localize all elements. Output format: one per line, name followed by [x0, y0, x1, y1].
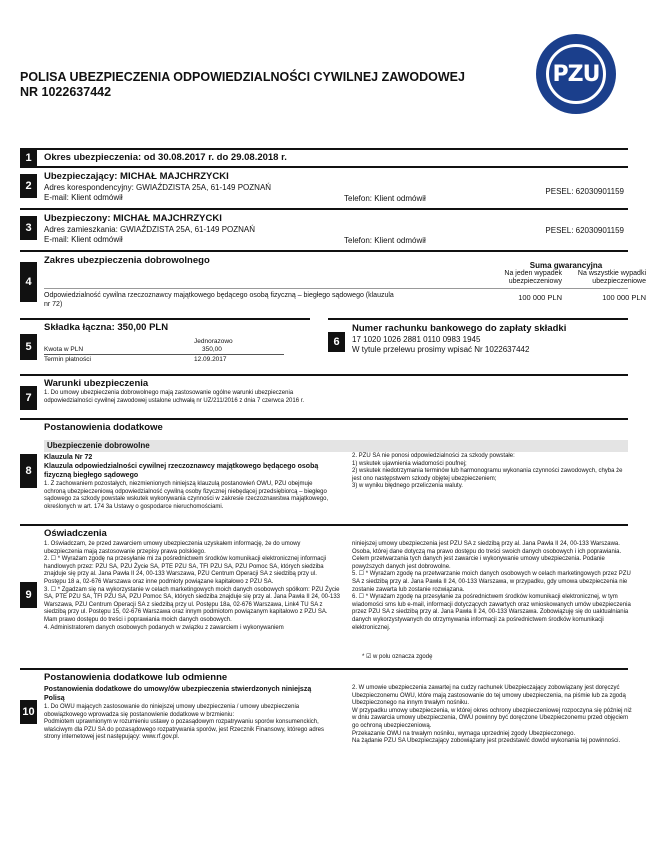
section-1 [20, 148, 628, 166]
pzu-logo-text: PZU [546, 44, 606, 104]
section-9-statements [20, 524, 631, 668]
different-provisions-subheading: Postanowienia dodatkowe do umowy/ów ubezpieczenia stwierdzonych niniejszą Polisą [44, 686, 312, 702]
conditions-heading: Warunki ubezpieczenia [44, 378, 149, 389]
voluntary-insurance-subheading: Ubezpieczenie dobrowolne [44, 440, 628, 452]
consent-footnote: * ☑ w polu oznacza zgodę [362, 654, 433, 660]
clause-number: Klauzula Nr 72 [44, 454, 93, 461]
additional-provisions-heading: Postanowienia dodatkowe [44, 422, 163, 433]
different-provisions-right-text: 2. W umowie ubezpieczenia zawartej na cudzy rachunek Ubezpieczający zobowiązany jest doręczyć Ubezpieczonemu OWU, które mają zastosowanie do tej umowy ubezpieczenia, na piśmie lub za zgodą Ubezpieczonego na innym trwałym nośniku. W przypadku umowy ubezpieczenia, w której okres ochrony ubezpieczeniowej rozpoczyna się później niż w dniu zawarcia umowy ubezpieczenia, OWU powinny być doręczone Ubezpieczonemu przed objęciem go ochroną ubezpieczeniową. Przekazanie OWU na trwałym nośniku, wymaga uprzedniej zgody Ubezpieczonego. Na żądanie PZU SA Ubezpieczający zobowiązany jest przedstawić dowód wykonania tej powinności. [352, 685, 632, 745]
due-date-value: 12.09.2017 [194, 356, 227, 363]
different-provisions-heading: Postanowienia dodatkowe lub odmienne [44, 672, 228, 683]
pzu-logo [536, 34, 616, 114]
section-number: 9 [20, 582, 37, 608]
section-5-premium [20, 318, 310, 372]
clause-right-text: 2. PZU SA nie ponosi odpowiedzialności za szkody powstałe: 1) wskutek ujawnienia wiadomości poufnej; 2) wskutek niedotrzymania terminów lub harmonogramu wykonania czynności zawodowych, chyba że jest ono następstwem szkody objętej ubezpieczeniem; 3) w wyniku błędnego przeliczenia waluty. [352, 453, 623, 490]
section-number: 7 [20, 386, 37, 410]
insured-phone: Telefon: Klient odmówił [344, 236, 426, 245]
section-6-bank-account [328, 318, 628, 372]
amount-label: Kwota w PLN [44, 346, 84, 353]
section-3-insured [20, 208, 628, 250]
coverage-heading: Zakres ubezpieczenia dobrowolnego [44, 255, 210, 266]
section-number: 1 [20, 150, 37, 166]
bank-account-heading: Numer rachunku bankowego do zapłaty składki [352, 323, 567, 334]
section-number: 2 [20, 174, 37, 198]
policyholder-pesel: PESEL: 62030901159 [545, 187, 624, 196]
statements-right-text: niniejszej umowy ubezpieczenia jest PZU SA z siedzibą przy al. Jana Pawła II 24, 00-133 Warszawa. Osoba, której dane dotyczą ma prawo dostępu do treści swoich danych osobowych i ich poprawiania. Celem przetwarzania tych danych jest zawarcie i wykonywanie umowy ubezpieczenia. Podanie powyższych danych jest dobrowolne. 5. ☐ * Wyrażam zgodę na przetwarzanie moich danych osobowych w celach marketingowych przez PZU SA z siedzibą przy al. Jana Pawła II 24, 00-133 Warszawa, w przypadku, gdy umowa ubezpieczenia nie zostanie zawarta lub zostanie rozwiązana. 6. ☐ * Wyrażam zgodę na przesyłanie za pośrednictwem środków komunikacji elektronicznej, w tym wiadomości sms lub e-mail, informacji dotyczących zawartych oraz wnioskowanych umów ubezpieczenia przez PZU SA z siedzibą przy al. Jana Pawła II 24, 00-133 Warszawa. Zobowiązuję się do uaktualniania danych wykorzystywanych do otrzymywania informacji za pośrednictwem środków komunikacji elektronicznej. [352, 541, 631, 631]
sum-col-all-events: Na wszystkie wypadki ubezpieczeniowe [577, 270, 646, 285]
section-number: 8 [20, 454, 37, 488]
sum-all-events-value: 100 000 PLN [602, 293, 646, 302]
policyholder-phone: Telefon: Klient odmówił [344, 194, 426, 203]
section-7-conditions [20, 374, 628, 418]
section-number: 5 [20, 334, 37, 360]
section-10-different-provisions [20, 668, 632, 760]
statements-heading: Oświadczenia [44, 528, 107, 539]
insurance-period: Okres ubezpieczenia: od 30.08.2017 r. do 29.08.2018 r. [44, 152, 287, 163]
sum-per-event-value: 100 000 PLN [518, 293, 562, 302]
section-number: 4 [20, 262, 37, 302]
policy-number: NR 1022637442 [20, 85, 112, 99]
sum-insured-header: Suma gwarancyjna [529, 261, 603, 270]
policyholder-address: Adres korespondencyjny: GWIAŹDZISTA 25A, 61-149 POZNAŃ [44, 183, 272, 192]
statements-left-text: 1. Oświadczam, że przed zawarciem umowy ubezpieczenia uzyskałem informację, że do umowy ubezpieczenia mają zastosowanie przepisy prawa polskiego. 2. ☐ * Wyrażam zgodę na przesyłanie mi za pośrednictwem środków komunikacji elektronicznej informacji handlowych przez: PZU SA, PZU Życie SA, PTE PZU SA, TFI PZU SA, PZU Pomoc SA, których siedziba znajduje się przy al. Jana Pawła II 24, 00-133 Warszawa, PZU Centrum Operacji SA z siedzibą przy ul. Postępu 18 a, 02-676 Warszawa oraz inne podmioty powiązane kapitałowo z PZU SA. 3. ☐ * Zgadzam się na wykorzystanie w celach marketingowych moich danych osobowych spółkom: PZU Życie SA, PTE PZU SA, TFI PZU SA, PZU Pomoc SA, których siedziba znajduje się przy al. Jana Pawła II 24, 00-133 Warszawa, PZU Centrum Operacji SA z siedzibą przy ul. Postępu 18a, 02-676 Warszawa, Link4 TU SA z siedzibą przy ul. Postępu 15, 02-676 Warszawa oraz innym podmiotom powiązanym kapitałowo z PZU SA. Mam prawo dostępu do treści i poprawiania moich danych osobowych. 4. Administratorem danych osobowych podanych w związku z zawarciem i wykonywaniem [44, 541, 341, 631]
policy-title: POLISA UBEZPIECZENIA ODPOWIEDZIALNOŚCI CYWILNEJ ZAWODOWEJ [20, 70, 465, 84]
sum-col-per-event: Na jeden wypadek ubezpieczeniowy [504, 270, 562, 285]
section-2-policyholder [20, 166, 628, 208]
coverage-description: Odpowiedzialność cywilna rzeczoznawcy majątkowego będącego osobą fizyczną – biegłego sądowego (klauzula nr 72) [44, 292, 394, 308]
policyholder-email: E-mail: Klient odmówił [44, 193, 123, 202]
due-date-label: Termin płatności [44, 356, 91, 363]
section-number: 3 [20, 216, 37, 240]
document-title [20, 70, 465, 100]
insured-email: E-mail: Klient odmówił [44, 235, 123, 244]
clause-left-text: 1. Z zachowaniem pozostałych, niezmienionych niniejszą klauzulą postanowień OWU, PZU obejmuje ochroną ubezpieczeniową odpowiedzialność cywilną osoby fizycznej niebędącej przedsiębiorcą – biegłego sądowego za szkody powstałe wskutek wykonywania czynności w zakresie rzeczoznawstwa majątkowego, określonych w art. 174 3a Ustawy o gospodarce nieruchomościami. [44, 481, 329, 510]
policyholder-name: Ubezpieczający: MICHAŁ MAJCHRZYCKI [44, 171, 229, 182]
section-number: 10 [20, 700, 37, 724]
different-provisions-left-text: 1. Do OWU mających zastosowanie do niniejszej umowy ubezpieczenia / umowy ubezpieczenia obowiązkowego wprowadza się postanowienie dodatkowe w brzmieniu: Podmiotem uprawnionym w rozumieniu ustawy o pozasądowym rozpatrywaniu sporów konsumenckich, właściwym dla PZU SA do pozasądowego rozpatrywania sporów, jest Rzecznik Finansowy, którego adres strony internetowej jest następujący: www.rf.gov.pl. [44, 704, 325, 741]
insured-name: Ubezpieczony: MICHAŁ MAJCHRZYCKI [44, 213, 222, 224]
amount-value: 350,00 [202, 346, 222, 353]
payment-mode: Jednorazowo [194, 338, 233, 345]
insured-pesel: PESEL: 62030901159 [545, 226, 624, 235]
section-8-additional-provisions [20, 418, 628, 522]
section-number: 6 [328, 332, 345, 352]
total-premium: Składka łączna: 350,00 PLN [44, 322, 169, 333]
insured-address: Adres zamieszkania: GWIAŹDZISTA 25A, 61-149 POZNAŃ [44, 225, 256, 234]
conditions-text: 1. Do umowy ubezpieczenia dobrowolnego mają zastosowanie ogólne warunki ubezpieczenia odpowiedzialności cywilnej zawodowej ustalone uchwałą nr UZ/211/2016 z dnia 7 czerwca 2016 r. [44, 390, 305, 404]
clause-title: Klauzula odpowiedzialności cywilnej rzeczoznawcy majątkowego będącego osobą fizyczną biegłego sądowego [44, 463, 319, 479]
section-4-coverage [20, 250, 646, 316]
transfer-title-note: W tytule przelewu prosimy wpisać Nr 1022637442 [352, 345, 530, 354]
bank-account-number: 17 1020 1026 2881 0110 0983 1945 [352, 335, 481, 344]
